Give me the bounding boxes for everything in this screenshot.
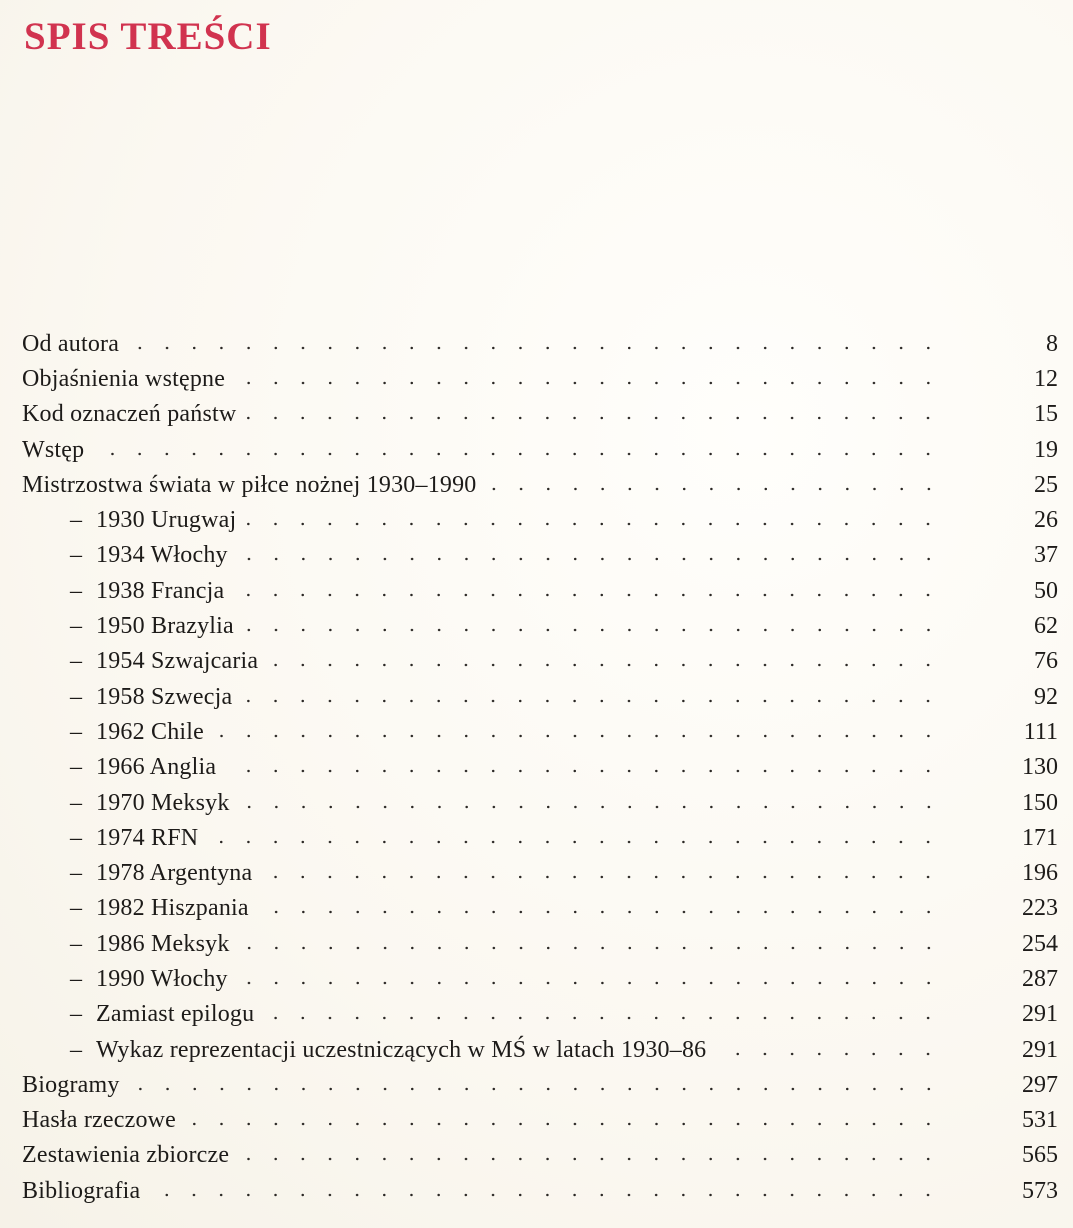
toc-page-number: 196 — [1022, 860, 1058, 887]
toc-subentry — [22, 820, 1058, 855]
toc-entry-label: 1986 Meksyk — [96, 930, 230, 957]
toc-dot-leader — [238, 805, 942, 809]
toc-subentry — [22, 608, 1058, 643]
toc-subentry — [22, 573, 1058, 608]
toc-dot-leader — [212, 734, 942, 738]
toc-page-number: 76 — [1034, 648, 1058, 675]
toc-dot-leader — [485, 487, 942, 491]
toc-page-number: 37 — [1034, 542, 1058, 569]
toc-entry — [22, 1138, 1058, 1173]
toc-subentry-dash: – — [70, 542, 82, 569]
toc-subentry — [22, 538, 1058, 573]
toc-dot-leader — [266, 663, 942, 667]
toc-page-number: 565 — [1022, 1142, 1058, 1169]
toc-dot-leader — [128, 1087, 942, 1091]
toc-subentry-dash: – — [70, 648, 82, 675]
toc-page-number: 291 — [1022, 1001, 1058, 1028]
toc-page-number: 254 — [1022, 930, 1058, 957]
toc-page-number: 573 — [1022, 1177, 1058, 1204]
toc-dot-leader — [240, 699, 942, 703]
toc-entry-label: 1950 Brazylia — [96, 613, 234, 640]
toc-dot-leader — [257, 910, 942, 914]
toc-entry — [22, 467, 1058, 502]
toc-subentry-dash: – — [70, 860, 82, 887]
toc-dot-leader — [206, 840, 942, 844]
toc-dot-leader — [714, 1052, 942, 1056]
toc-subentry — [22, 750, 1058, 785]
toc-dot-leader — [244, 522, 942, 526]
toc-subentry — [22, 926, 1058, 961]
toc-dot-leader — [244, 416, 942, 420]
toc-entry-label: Hasła rzeczowe — [22, 1107, 177, 1134]
toc-entry-label: Wykaz reprezentacji uczestniczących w MŚ w latach 1930–86 — [96, 1036, 707, 1063]
toc-subentry — [22, 714, 1058, 749]
toc-entry-label: Biogramy — [22, 1071, 120, 1098]
toc-subentry — [22, 891, 1058, 926]
toc-entry-label: Wstęp — [22, 436, 85, 463]
toc-page-number: 223 — [1022, 895, 1058, 922]
toc-entry — [22, 1173, 1058, 1208]
toc-entry-label: 1962 Chile — [96, 718, 204, 745]
toc-dot-leader — [224, 769, 942, 773]
toc-subentry-dash: – — [70, 1036, 82, 1063]
toc-entry-label: Od autora — [22, 330, 120, 357]
toc-entry-label: 1966 Anglia — [96, 754, 217, 781]
toc-dot-leader — [127, 346, 942, 350]
toc-entry-label: 1970 Meksyk — [96, 789, 230, 816]
toc-entry-label: 1990 Włochy — [96, 965, 228, 992]
toc-entry-label: 1938 Francja — [96, 577, 225, 604]
toc-subentry — [22, 1032, 1058, 1067]
toc-entry-label: Zestawienia zbiorcze — [22, 1142, 230, 1169]
toc-entry — [22, 397, 1058, 432]
toc-entry-label: 1958 Szwecja — [96, 683, 233, 710]
page-title: SPIS TREŚCI — [24, 15, 272, 58]
toc-subentry-dash: – — [70, 754, 82, 781]
toc-page-number: 8 — [1046, 330, 1058, 357]
toc-entry — [22, 1103, 1058, 1138]
toc-entry-label: Objaśnienia wstępne — [22, 365, 226, 392]
toc-entry-label: Zamiast epilogu — [96, 1001, 255, 1028]
toc-dot-leader — [148, 1193, 942, 1197]
toc-subentry-dash: – — [70, 577, 82, 604]
toc-page-number: 12 — [1034, 365, 1058, 392]
toc-subentry — [22, 997, 1058, 1032]
toc-subentry-dash: – — [70, 507, 82, 534]
toc-subentry-dash: – — [70, 789, 82, 816]
toc-page-number: 130 — [1022, 754, 1058, 781]
toc-subentry-dash: – — [70, 1001, 82, 1028]
toc-dot-leader — [237, 1157, 942, 1161]
toc-dot-leader — [233, 381, 942, 385]
toc-dot-leader — [92, 452, 942, 456]
toc-page-number: 111 — [1023, 718, 1058, 745]
toc-dot-leader — [184, 1122, 942, 1126]
toc-entry — [22, 361, 1058, 396]
toc-subentry-dash: – — [70, 718, 82, 745]
toc-subentry-dash: – — [70, 683, 82, 710]
toc-entry-label: Kod oznaczeń państw — [22, 401, 237, 428]
toc-subentry — [22, 679, 1058, 714]
toc-entry-label: 1954 Szwajcaria — [96, 648, 259, 675]
toc-entry — [22, 1067, 1058, 1102]
toc-entry-label: 1974 RFN — [96, 824, 199, 851]
toc-subentry — [22, 785, 1058, 820]
toc-subentry-dash: – — [70, 613, 82, 640]
toc-dot-leader — [260, 875, 942, 879]
toc-page-number: 62 — [1034, 613, 1058, 640]
toc-page-number: 26 — [1034, 507, 1058, 534]
toc-dot-leader — [242, 628, 942, 632]
toc-page-number: 50 — [1034, 577, 1058, 604]
toc-subentry — [22, 961, 1058, 996]
toc-subentry-dash: – — [70, 895, 82, 922]
toc-dot-leader — [238, 946, 942, 950]
toc-entry-label: 1934 Włochy — [96, 542, 228, 569]
toc-page-number: 287 — [1022, 965, 1058, 992]
toc-page-number: 297 — [1022, 1071, 1058, 1098]
table-of-contents — [22, 326, 1058, 1208]
toc-subentry — [22, 502, 1058, 537]
toc-dot-leader — [232, 593, 942, 597]
toc-subentry-dash: – — [70, 930, 82, 957]
toc-subentry — [22, 855, 1058, 890]
toc-page-number: 15 — [1034, 401, 1058, 428]
toc-subentry — [22, 644, 1058, 679]
toc-entry-label: 1982 Hiszpania — [96, 895, 249, 922]
toc-page-number: 25 — [1034, 471, 1058, 498]
toc-entry-label: 1930 Urugwaj — [96, 507, 237, 534]
toc-entry-label: 1978 Argentyna — [96, 860, 253, 887]
toc-subentry-dash: – — [70, 824, 82, 851]
toc-subentry-dash: – — [70, 965, 82, 992]
toc-page-number: 291 — [1022, 1036, 1058, 1063]
toc-page-number: 92 — [1034, 683, 1058, 710]
toc-page-number: 19 — [1034, 436, 1058, 463]
toc-dot-leader — [236, 981, 942, 985]
toc-page-number: 150 — [1022, 789, 1058, 816]
toc-entry — [22, 432, 1058, 467]
toc-dot-leader — [262, 1016, 942, 1020]
toc-entry-label: Bibliografia — [22, 1177, 141, 1204]
toc-page-number: 171 — [1022, 824, 1058, 851]
toc-entry-label: Mistrzostwa świata w piłce nożnej 1930–1990 — [22, 471, 477, 498]
toc-page-number: 531 — [1022, 1107, 1058, 1134]
toc-entry — [22, 326, 1058, 361]
toc-dot-leader — [236, 557, 942, 561]
